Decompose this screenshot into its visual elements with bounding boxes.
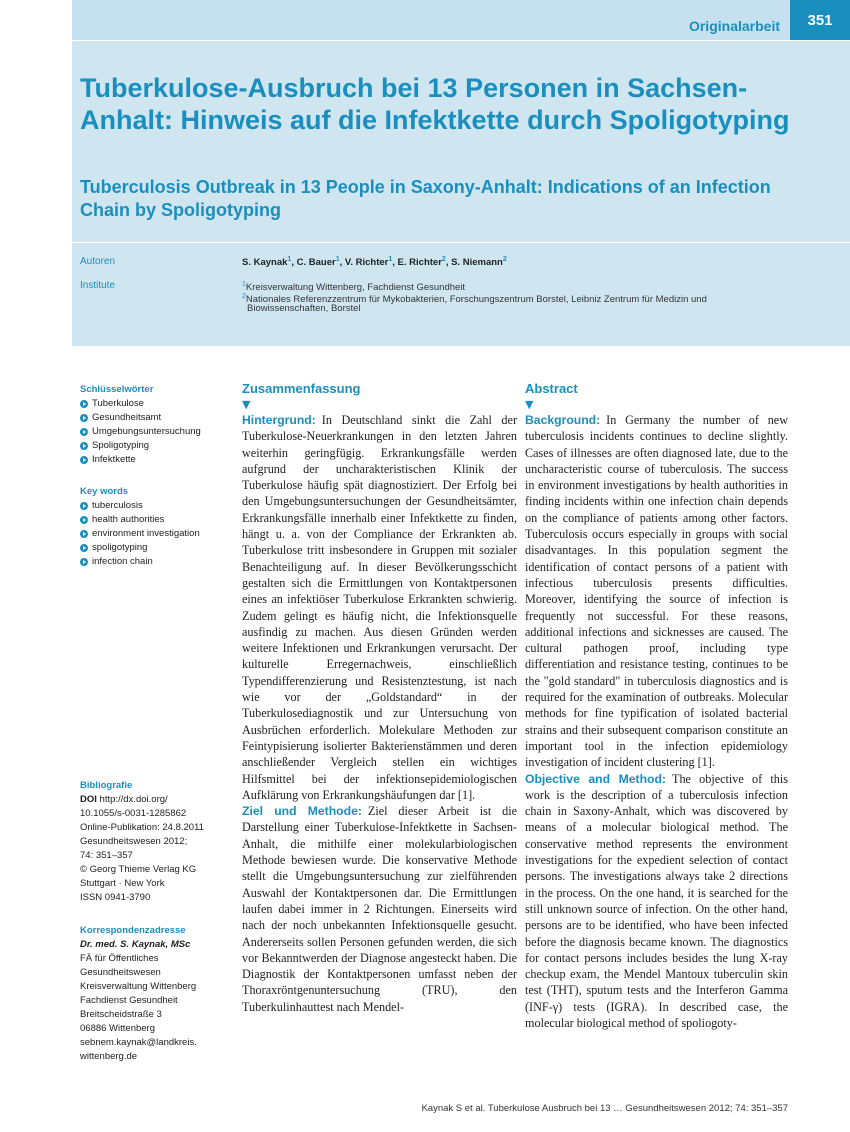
institute-num: 2 (242, 293, 246, 300)
correspondence-heading: Korrespondenzadresse (80, 925, 186, 936)
keyword-text: infection chain (92, 556, 153, 567)
keyword-item (80, 439, 230, 453)
bib-line: Stuttgart · New York (80, 878, 165, 889)
correspondence (80, 924, 230, 1064)
institute-text: Biowissenschaften, Borstel (247, 303, 361, 314)
keyword-text: health authorities (92, 514, 165, 525)
keyword-item (80, 499, 230, 513)
author-affiliation: 1 (335, 256, 340, 263)
keywords-de-heading: Schlüsselwörter (80, 384, 154, 395)
address-line: Kreisverwaltung Wittenberg (80, 981, 197, 992)
bibliography (80, 779, 230, 905)
bib-line: ISSN 0941-3790 (80, 892, 151, 903)
divider (72, 242, 850, 243)
email-line[interactable]: wittenberg.de (80, 1051, 138, 1062)
authors-label: Autoren (80, 256, 116, 267)
keyword-text: tuberculosis (92, 500, 143, 511)
divider (72, 40, 850, 41)
paragraph-text: Ziel dieser Arbeit ist die Darstellung einer Tuberkulose-Infektkette in Sachsen-Anhalt, die mithilfe einer molekularbiologischen Methode bewiesen wurde. Die konservative Methode stellt die Umgebungsuntersuchung zur zielführenden Auswahl der Kontaktpersonen dar. Die Ermittlungen laufen dabei immer in 2 Richtungen. Einerseits wird nach der noch unbekannten Infektionsquelle gesucht. Andererseits sollen Personen gefunden werden, die sich vor Bekanntwerden der Diagnose angesteckt haben. Die Diagnostik der Kontaktpersonen umfasst neben der Thoraxröntgenuntersuchung (TRU), den Tuberkulinhauttest nach Mendel- (242, 804, 518, 1014)
bib-line: 10.1055/s-0031-1285862 (80, 808, 187, 819)
bibliography-heading: Bibliografie (80, 780, 133, 791)
keywords-en-heading: Key words (80, 486, 129, 497)
keyword-text: Infektkette (92, 454, 136, 465)
author-affiliation: 2 (502, 256, 507, 263)
paragraph-text: In Deutschland sinkt die Zahl der Tuberkulose-Neuerkrankungen in den letzten Jahren weiterhin geringfügig. Erkrankungsfälle werden aufgrund der uncharakteristischen Klinik der Tuberkulose häufig spät diagnostiziert. Der Erfolg bei den Umgebungsuntersuchungen der Gesundheitsämter, Erkrankungsfälle innerhalb einer Infektkette zu finden, hängt u. a. von der Compliance der Erkrankten ab. Tuberkulose tritt insbesondere in Gruppen mit sozialer Benachteiligung auf. In dieser Bevölkerungsschicht gestalten sich die Ermittlungen von Kontaktpersonen eines an infektiöser Tuberkulose Erkrankten schwierig. Zudem gelingt es häufig nicht, die Infektionsquelle ausfindig zu machen. Aus diesen Gründen werden weitere Infektionen und Erkrankungen verursacht. Der kulturelle Erregernachweis, einschließlich Typendifferenzierung und Resistenztestung, ist nach wie vor der „Goldstandard“ in der Tuberkulosediagnostik und zur Untersuchung von Ausbrüchen erforderlich. Molekulare Methoden zur Feintypisierung isolierter Bakterienstämmen und deren anschließender Vergleich stellen ein wichtiges Hilfsmittel bei der infektionsepidemiologischen Aufklärung von Erkrankungshäufungen dar [1]. (242, 413, 517, 802)
subheading: Ziel und Methode: (242, 804, 362, 819)
keywords-en (80, 485, 230, 569)
triangle-down-icon: ▼ (525, 398, 534, 411)
institute-num: 1 (242, 281, 246, 288)
arrow-bullet-icon (80, 456, 88, 464)
keyword-item (80, 411, 230, 425)
arrow-bullet-icon (80, 414, 88, 422)
bib-line: Gesundheitswesen 2012; (80, 836, 188, 847)
zusammenfassung-heading: Zusammenfassung (242, 381, 361, 396)
arrow-bullet-icon (80, 428, 88, 436)
abstract-column (525, 380, 788, 1031)
subheading: Hintergrund: (242, 413, 316, 427)
title-english: Tuberculosis Outbreak in 13 People in Saxony-Anhalt: Indications of an Infection Chain by Spoligotyping (80, 177, 771, 220)
keyword-item (80, 425, 230, 439)
keyword-item (80, 453, 230, 467)
bib-line: 74: 351–357 (80, 850, 133, 861)
paragraph-background (242, 412, 517, 803)
title-german: Tuberkulose-Ausbruch bei 13 Personen in Sachsen-Anhalt: Hinweis auf die Infektkette durch Spoligotyping (80, 73, 790, 135)
correspondence-name: Dr. med. S. Kaynak, MSc (80, 939, 191, 950)
arrow-bullet-icon (80, 442, 88, 450)
arrow-bullet-icon (80, 530, 88, 538)
keyword-text: Spoligotyping (92, 440, 150, 451)
keyword-text: Gesundheitsamt (92, 412, 162, 423)
address-line: FÄ für Öffentliches (80, 953, 159, 964)
keyword-text: environment investigation (92, 528, 200, 539)
keyword-item (80, 513, 230, 527)
email-line[interactable]: sebnem.kaynak@landkreis. (80, 1037, 197, 1048)
keywords-de (80, 383, 230, 467)
doi-link[interactable]: http://dx.doi.org/ (99, 794, 168, 805)
bib-line: © Georg Thieme Verlag KG (80, 864, 197, 875)
authors-list: S. Kaynak$^1$, C. Bauer$^1$, V. Richter$^1$, E. Richter$^2$, S. Niemann$^2$ (242, 256, 507, 269)
institute-2-cont (242, 303, 762, 315)
author-affiliation: 1 (287, 256, 292, 263)
bib-line: Online-Publikation: 24.8.2011 (80, 822, 204, 833)
keyword-text: Tuberkulose (92, 398, 144, 409)
paragraph-objective (525, 771, 788, 1032)
institute-text: Nationales Referenzzentrum für Mykobakterien, Forschungszentrum Borstel, Leibniz Zentrum für Medizin und (245, 294, 707, 306)
address-line: Gesundheitswesen (80, 967, 161, 978)
section-label: Originalarbeit (688, 18, 780, 34)
keyword-text: Umgebungsuntersuchung (92, 426, 201, 437)
paragraph-background (525, 412, 788, 771)
institutes-label: Institute (80, 280, 116, 291)
arrow-bullet-icon (80, 400, 88, 408)
author: E. Richter (397, 257, 442, 269)
author-affiliation: 1 (388, 256, 393, 263)
address-line: 06886 Wittenberg (80, 1023, 155, 1034)
arrow-bullet-icon (80, 502, 88, 510)
paragraph-objective (242, 803, 517, 1015)
address-line: Fachdienst Gesundheit (80, 995, 178, 1006)
author: V. Richter (344, 257, 389, 269)
top-bar (72, 0, 850, 40)
keyword-item (80, 527, 230, 541)
author: C. Bauer (296, 257, 336, 269)
author: S. Kaynak (242, 257, 288, 269)
subheading: Objective and Method: (525, 771, 666, 786)
address-line: Breitscheidstraße 3 (80, 1009, 162, 1020)
zusammenfassung-column (242, 380, 517, 1015)
doi-line (80, 793, 230, 807)
keyword-text: spoligotyping (92, 542, 148, 553)
footer-citation: Kaynak S et al. Tuberkulose Ausbruch bei 13 … Gesundheitswesen 2012; 74: 351–357 (421, 1103, 788, 1114)
arrow-bullet-icon (80, 516, 88, 524)
arrow-bullet-icon (80, 558, 88, 566)
keyword-item (80, 541, 230, 555)
keyword-item (80, 555, 230, 569)
author: S. Niemann (451, 257, 503, 269)
keyword-item (80, 397, 230, 411)
abstract-heading: Abstract (525, 381, 578, 396)
triangle-down-icon: ▼ (242, 398, 251, 411)
page-number: 351 (790, 0, 850, 40)
paragraph-text: The objective of this work is the description of a tuberculosis infection chain in Saxony-Anhalt, which was discovered by means of a molecular biological method. The conservative method represents the environment investigations for the expedient selection of contact persons. The investigations always take 2 directions in the process. On the one hand, it is searched for the still unknown source of infection. On the other hand, persons are to be identified, who have been infected before the diagnosis became known. The diagnostics for contact persons includes besides the lung X-ray checkup exam, the Mendel Mantoux tuberculin skin test (THT), sputum tests and the Interferon Gamma (INF-γ) tests (IGRA). In described case, the molecular biological method of spoliogoty- (525, 771, 788, 1030)
subheading: Background: (525, 413, 601, 427)
institute-text: Kreisverwaltung Wittenberg, Fachdienst Gesundheit (245, 282, 466, 294)
author-affiliation: 2 (441, 256, 446, 263)
paragraph-text: In Germany the number of new tuberculosis incidents continues to decline slightly. Cases of illnesses are often diagnosed late, due to the uncharacteristic course of tuberculosis. The success in environment investigations by health authorities in finding incidents within one infection chain depends on the compliance of patients among other factors. Tuberculosis occurs especially in groups with social disadvantages. In this population segment the identification of contact persons of a patient with infectious tuberculosis presents difficulties. Moreover, identifying the source of infection is frequently not successful. For these reasons, additional infections and sicknesses are caused. The cultural pathogen proof, including type differentiation and resistance testing, continues to be the "gold standard" in tuberculosis diagnostics and is required for the examination of outbreaks. Molecular methods for fine typification of isolated bacterial strains and their subsequent comparison constitute an important tool in the infection epidemiology investigation of incident clustering [1]. (525, 413, 788, 770)
doi-label: DOI (80, 794, 97, 805)
arrow-bullet-icon (80, 544, 88, 552)
